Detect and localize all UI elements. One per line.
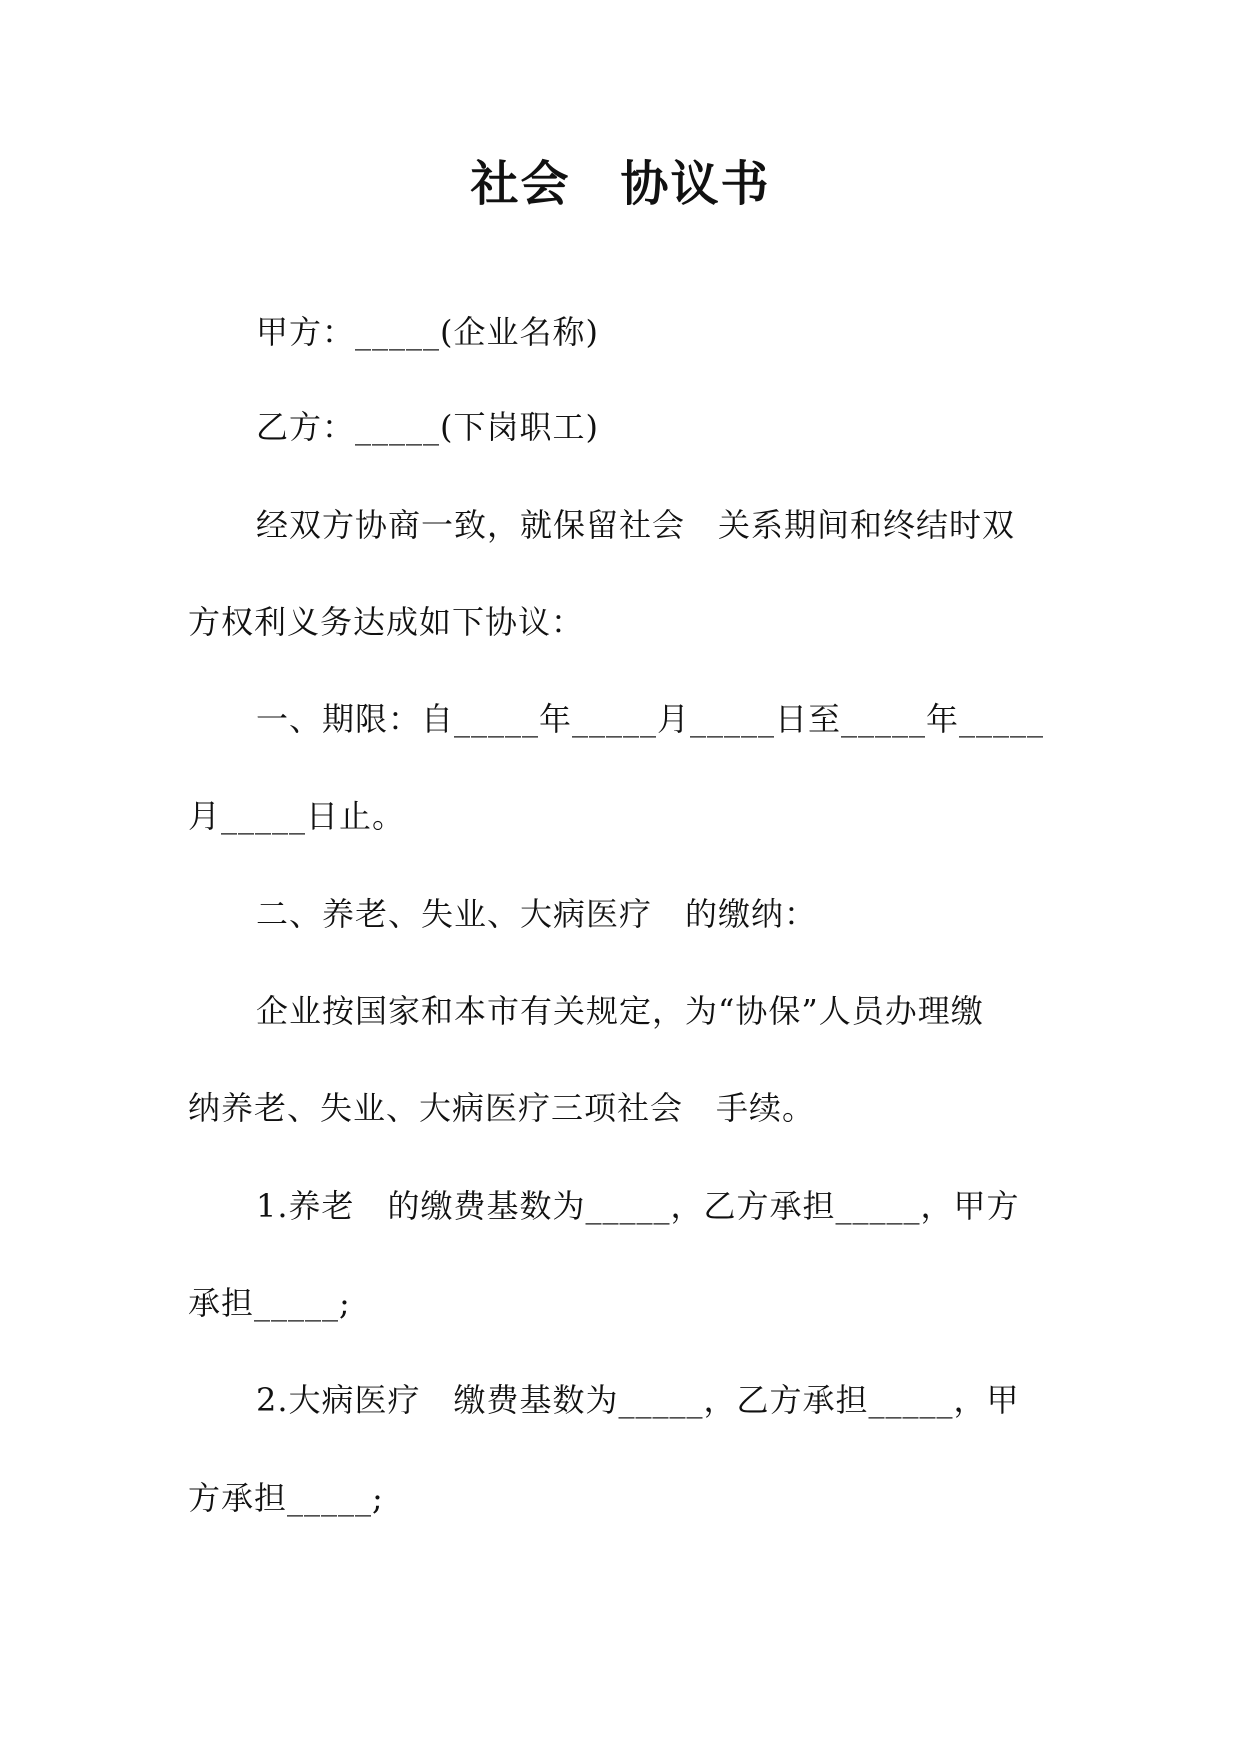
preamble-line-2: 方权利义务达成如下协议：: [188, 603, 585, 641]
clause-1-line-2: 月_____日止。: [188, 797, 406, 835]
item-2-line-1: 2.大病医疗 缴费基数为_____，乙方承担_____，甲: [256, 1381, 1020, 1419]
preamble-line-1: 经双方协商一致，就保留社会 关系期间和终结时双: [256, 506, 1016, 544]
document-title: 社会 协议书: [470, 156, 771, 212]
item-1-line-1: 1.养老 的缴费基数为_____，乙方承担_____，甲方: [256, 1187, 1020, 1225]
clause-2-text-line-2: 纳养老、失业、大病医疗三项社会 手续。: [188, 1089, 816, 1127]
party-a-line: 甲方：_____(企业名称): [256, 313, 599, 351]
clause-1-line-1: 一、期限：自_____年_____月_____日至_____年_____: [256, 700, 1045, 738]
item-2-line-2: 方承担_____;: [188, 1479, 384, 1517]
clause-2-heading: 二、养老、失业、大病医疗 的缴纳：: [256, 895, 818, 933]
party-b-line: 乙方：_____(下岗职工): [256, 408, 599, 446]
item-1-line-2: 承担_____;: [188, 1284, 351, 1322]
clause-2-text-line-1: 企业按国家和本市有关规定，为“协保”人员办理缴: [256, 992, 984, 1030]
